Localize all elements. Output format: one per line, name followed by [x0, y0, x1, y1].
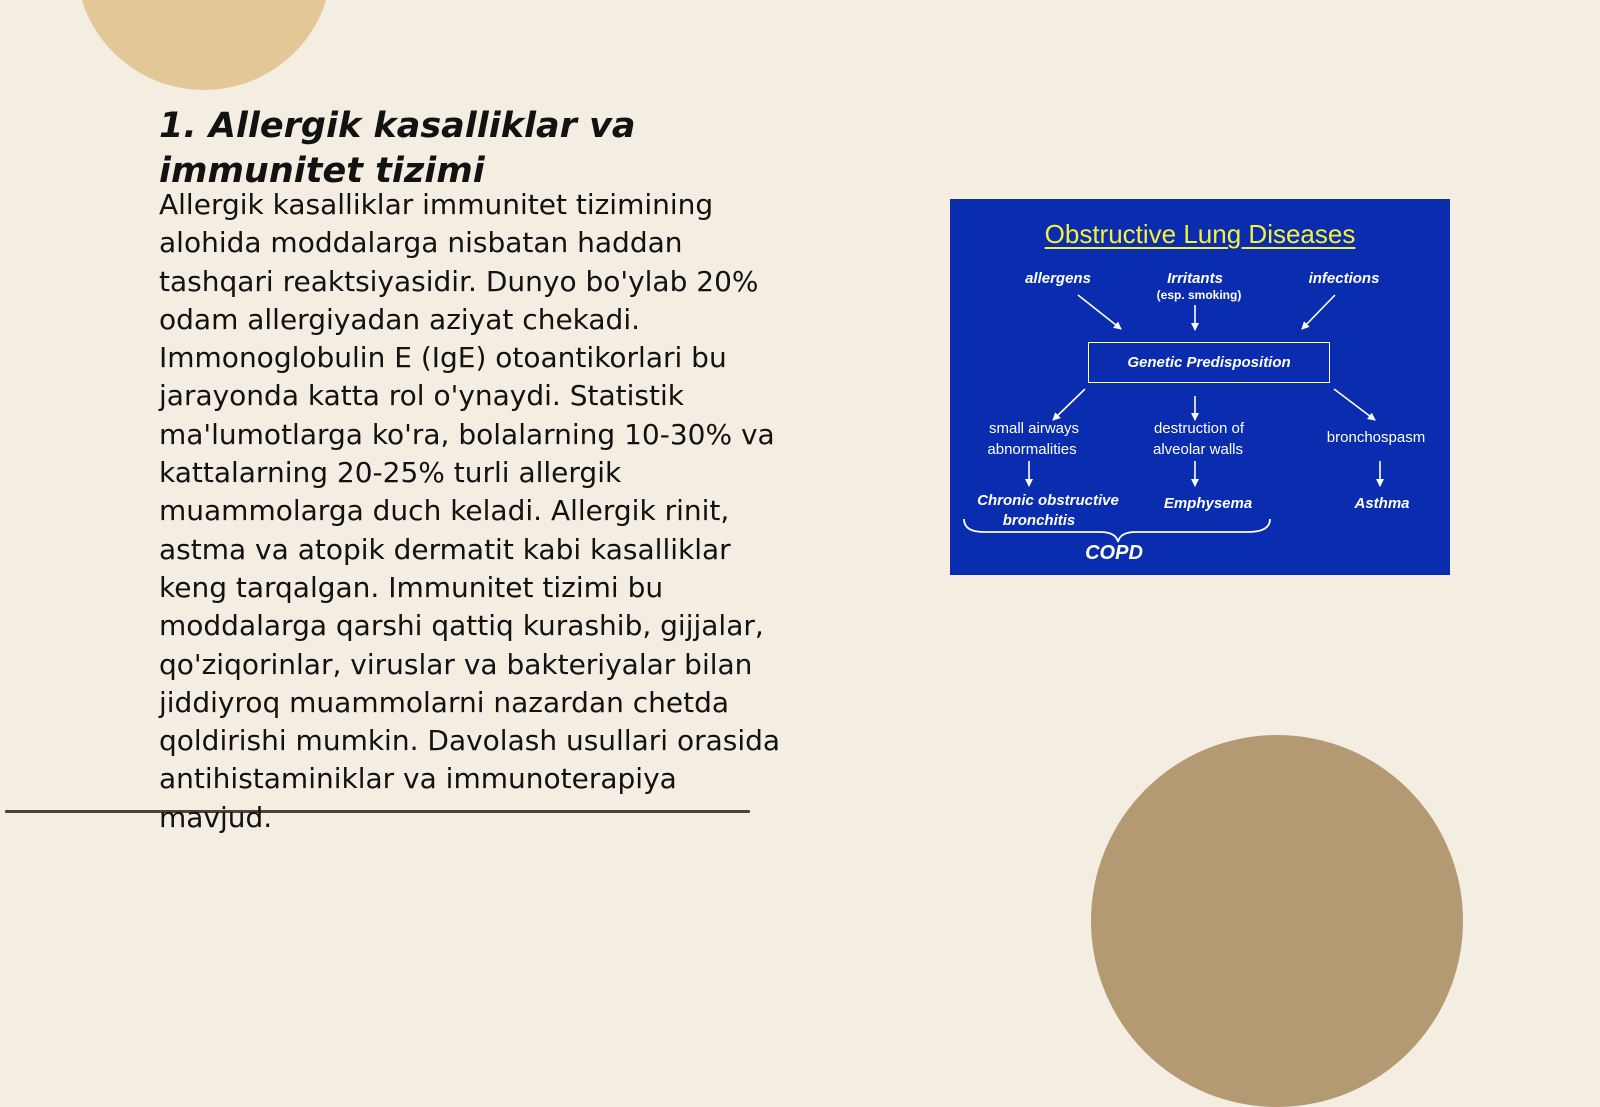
slide-title: 1. Allergik kasalliklar va immunitet tizimi — [159, 106, 636, 191]
outcome-bronchitis-line1: Chronic obstructive — [977, 492, 1119, 509]
cause-irritants: Irritants — [1167, 270, 1223, 287]
arrow-to-airways — [1053, 389, 1085, 420]
outcome-emphysema: Emphysema — [1163, 495, 1253, 512]
arrow-to-bronchospasm — [1334, 389, 1375, 420]
slide-body-text: Allergik kasalliklar immunitet tizimining alohida moddalarga nisbatan haddan tashqari reaktsiyasidir. Dunyo bo'ylab 20% odam allergiyadan aziyat chekadi. Immonoglobulin E (IgE) otoantikorlari bu jarayonda katta rol o'ynaydi. Statistik ma'lumotlarga ko'ra, bolalarning 10-30% va kattalarning 20-25% turli allergik muammolarga duch keladi. Allergik rinit, astma va atopik dermatit kabi kasalliklar keng tarqalgan. Immunitet tizimi bu moddalarga qarshi qattiq kurashib, gijjalar, qo'ziqorinlar, viruslar va bakteriyalar bilan jiddiyroq muammolarni nazardan chetda qoldirishi mumkin. Davolash usullari orasida antihistaminiklar va immunoterapiya mavjud. — [159, 188, 781, 834]
outcome-asthma: Asthma — [1354, 495, 1410, 512]
mechanism-alveolar-line1: destruction of — [1153, 420, 1245, 437]
mechanism-alveolar-line2: alveolar walls — [1152, 441, 1244, 458]
genetic-predisposition-box: Genetic Predisposition — [1088, 342, 1330, 383]
obstructive-lung-diseases-diagram — [950, 199, 1450, 575]
cause-irritants-note: (esp. smoking) — [1156, 288, 1242, 302]
decorative-circle-bottom — [1091, 735, 1463, 1107]
arrow-infections — [1302, 295, 1335, 329]
cause-infections: infections — [1308, 270, 1380, 287]
decorative-circle-top — [76, 0, 332, 90]
mechanism-airways-line1: small airways — [988, 420, 1080, 437]
outcome-bronchitis-line2: bronchitis — [1002, 512, 1076, 529]
mechanism-bronchospasm: bronchospasm — [1326, 429, 1426, 446]
cause-allergens: allergens — [1025, 270, 1091, 287]
diagram-title: Obstructive Lung Diseases — [1044, 219, 1356, 249]
copd-label: COPD — [1085, 542, 1143, 564]
mechanism-airways-line2: abnormalities — [987, 441, 1077, 458]
arrow-allergens — [1078, 295, 1121, 329]
